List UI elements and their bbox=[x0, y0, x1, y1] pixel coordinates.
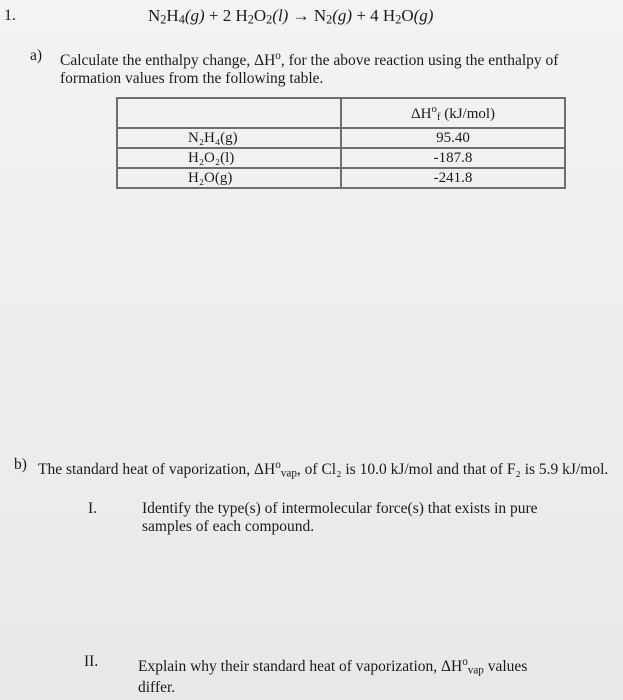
species-cell: H₂O₂(l) bbox=[117, 148, 341, 168]
table-row bbox=[117, 168, 565, 188]
table-header-row bbox=[117, 98, 565, 128]
part-b-text: The standard heat of vaporization, $\Delta H^o_{vap}$, of Cl₂ is 10.0 kJ/mol and that of F₂ is 5.9 kJ/mol. bbox=[38, 459, 609, 480]
value-cell: -187.8 bbox=[341, 148, 565, 168]
part-a-label: a) bbox=[30, 47, 43, 64]
value-cell: 95.40 bbox=[341, 128, 565, 148]
species-header bbox=[117, 98, 341, 128]
species-cell: N₂H₄(g) bbox=[117, 128, 341, 148]
sub-question-1-text: Identify the type(s) of intermolecular force(s) that exists in pure samples of each compound. bbox=[142, 500, 538, 535]
sub-question-2-text: Explain why their standard heat of vaporization, $\Delta H^o_{vap}$ values differ. bbox=[138, 656, 528, 697]
value-cell: -241.8 bbox=[341, 168, 565, 188]
part-b-prompt bbox=[14, 456, 614, 482]
table-row bbox=[117, 148, 565, 168]
part-b-label: b) bbox=[14, 456, 27, 473]
sub-question-2 bbox=[84, 653, 568, 697]
part-a-prompt bbox=[30, 47, 615, 88]
question-number: 1. bbox=[4, 7, 16, 24]
species-cell: H₂O(g) bbox=[117, 168, 341, 188]
sub-question-1 bbox=[88, 500, 572, 536]
table-row bbox=[117, 128, 565, 148]
part-a-text: Calculate the enthalpy change, $\Delta H^o$, for the above reaction using the enthalpy of formation values from the following table. bbox=[60, 50, 559, 88]
enthalpy-header: $\Delta H^o_f$ (kJ/mol) bbox=[341, 98, 565, 128]
sub-question-2-number: II. bbox=[84, 653, 99, 670]
enthalpy-table bbox=[116, 97, 566, 189]
sub-question-1-number: I. bbox=[88, 500, 98, 517]
reaction-equation: $N_2H_4(g) + 2$ $H_2O_2(l) \to N_2(g) + 4$ $H_2O(g)$ bbox=[148, 6, 434, 27]
